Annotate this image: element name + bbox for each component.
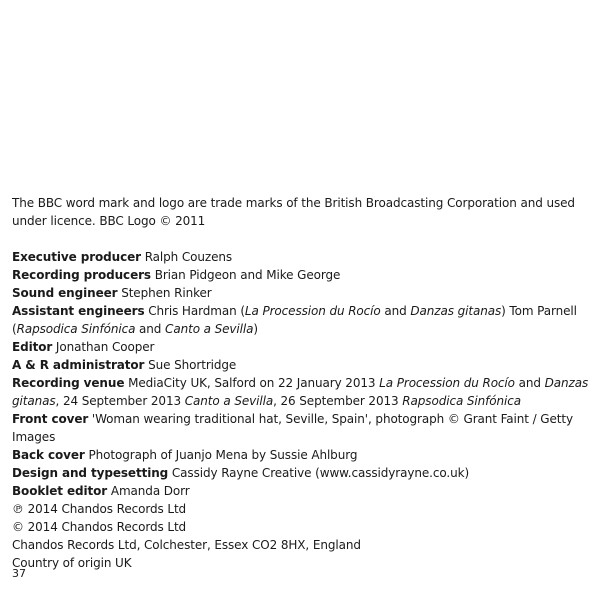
credit-value: Brian Pidgeon and Mike George	[154, 268, 341, 282]
credit-label: Recording producers	[12, 268, 151, 282]
work-title: Danzas gitanas	[410, 304, 502, 318]
page-number: 37	[12, 567, 26, 580]
credit-value: ) Tom Parnell (	[12, 304, 577, 336]
credit-label: Back cover	[12, 448, 85, 462]
credit-value: and	[380, 304, 411, 318]
credit-value: Stephen Rinker	[121, 286, 212, 300]
credit-value: MediaCity UK, Salford on 22 January 2013	[128, 376, 380, 390]
credit-value: Amanda Dorr	[110, 484, 190, 498]
credit-value: , 24 September 2013	[55, 394, 185, 408]
phonographic-copyright: ℗ 2014 Chandos Records Ltd	[12, 502, 187, 516]
credit-editor	[12, 338, 592, 356]
credit-assistant-engineers	[12, 302, 592, 338]
copyright-line: © 2014 Chandos Records Ltd	[12, 520, 187, 534]
credit-label: Sound engineer	[12, 286, 118, 300]
credit-value: 'Woman wearing traditional hat, Seville, Spain', photograph © Grant Faint / Getty Images	[12, 412, 573, 444]
work-title: Canto a Sevilla	[165, 322, 254, 336]
credit-label: Editor	[12, 340, 53, 354]
credit-executive-producer	[12, 248, 592, 266]
credit-label: Assistant engineers	[12, 304, 145, 318]
credit-label: Executive producer	[12, 250, 141, 264]
credit-label: Design and typesetting	[12, 466, 169, 480]
credit-value: and	[514, 376, 545, 390]
spacer	[12, 230, 592, 248]
credit-back-cover	[12, 446, 592, 464]
credit-label: Front cover	[12, 412, 89, 426]
bbc-trademark-notice: The BBC word mark and logo are trade marks of the British Broadcasting Corporation and used under licence. BBC Logo © 2011	[12, 196, 575, 228]
work-title: Canto a Sevilla	[184, 394, 274, 408]
credit-sound-engineer	[12, 284, 592, 302]
credit-label: Recording venue	[12, 376, 125, 390]
credit-recording-producers	[12, 266, 592, 284]
country-of-origin: Country of origin UK	[12, 556, 132, 570]
credit-label: Booklet editor	[12, 484, 108, 498]
credit-recording-venue	[12, 374, 592, 410]
work-title: Danzas gitanas	[12, 376, 589, 408]
credit-value: Sue Shortridge	[148, 358, 237, 372]
credit-value: Ralph Couzens	[144, 250, 233, 264]
work-title: Rapsodica Sinfónica	[402, 394, 522, 408]
credit-value: )	[253, 322, 258, 336]
credit-value: and	[135, 322, 166, 336]
credit-design-typesetting	[12, 464, 592, 482]
work-title: La Procession du Rocío	[379, 376, 515, 390]
publisher-address: Chandos Records Ltd, Colchester, Essex CO2 8HX, England	[12, 538, 361, 552]
credit-value: , 26 September 2013	[273, 394, 403, 408]
credit-label: A & R administrator	[12, 358, 145, 372]
credit-booklet-editor	[12, 482, 592, 500]
credits-block	[12, 194, 592, 572]
work-title: La Procession du Rocío	[244, 304, 381, 318]
work-title: Rapsodica Sinfónica	[16, 322, 136, 336]
credit-value: Jonathan Cooper	[55, 340, 155, 354]
credit-ar-administrator	[12, 356, 592, 374]
credit-value: Cassidy Rayne Creative (www.cassidyrayne.co.uk)	[171, 466, 470, 480]
credit-value: Chris Hardman (	[148, 304, 245, 318]
credit-value: Photograph of Juanjo Mena by Sussie Ahlburg	[88, 448, 358, 462]
credit-front-cover	[12, 410, 592, 446]
